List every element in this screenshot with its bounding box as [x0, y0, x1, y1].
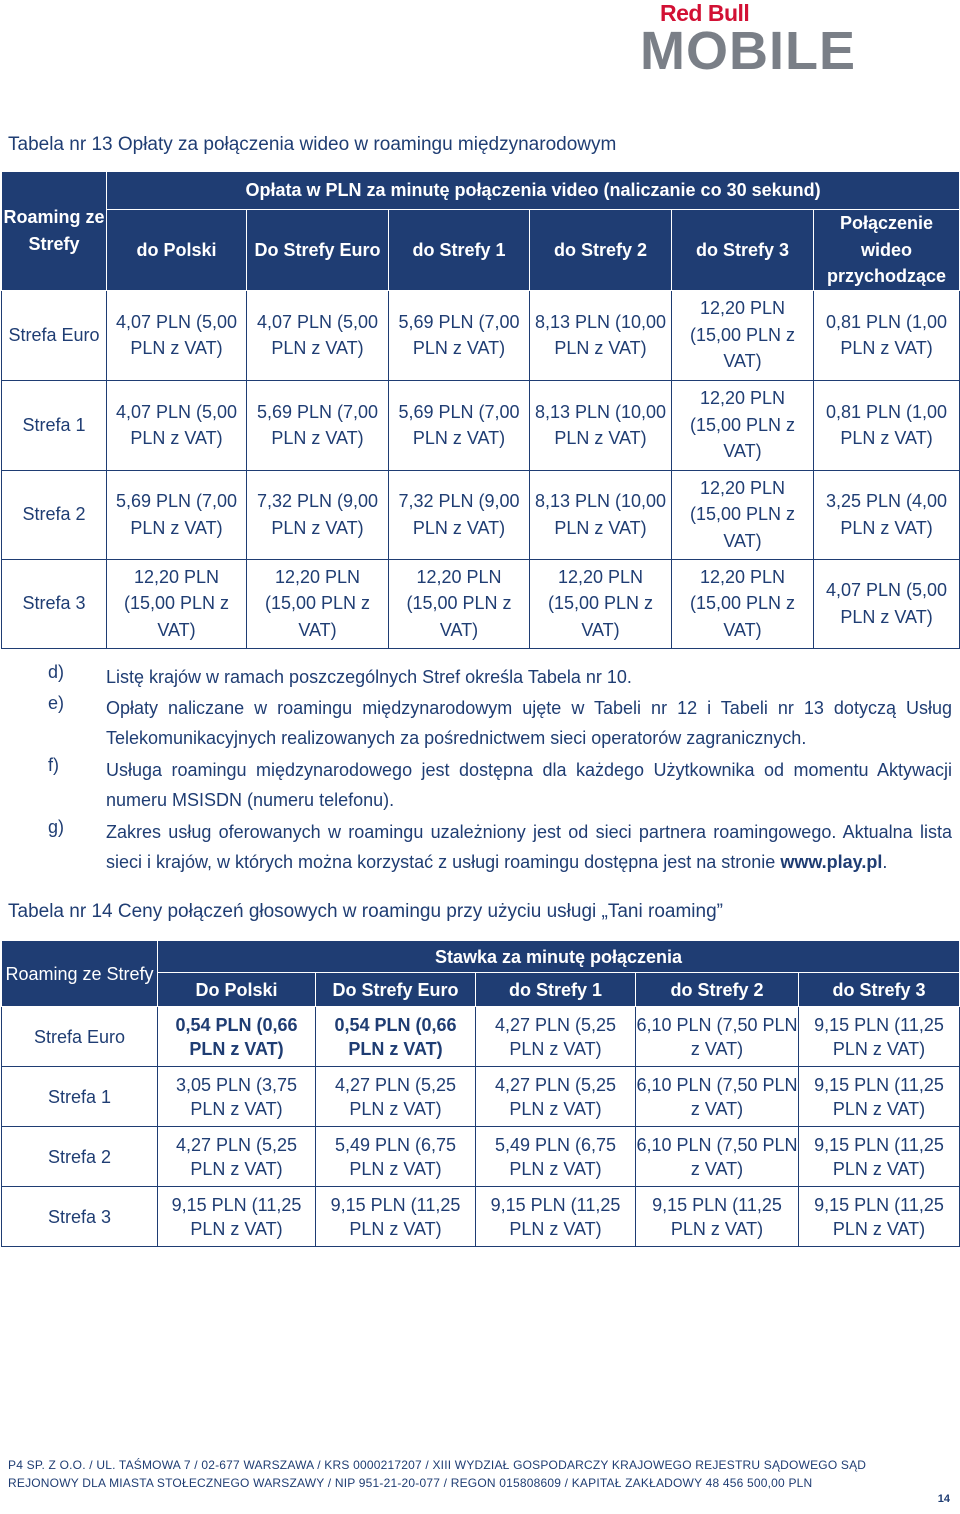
price-cell: 8,13 PLN (10,00 PLN z VAT): [530, 290, 672, 380]
logo-bottom-text: MOBILE: [640, 21, 856, 81]
table14-caption: Tabela nr 14 Ceny połączeń głosowych w roamingu przy użyciu usługi „Tani roaming”: [8, 901, 723, 922]
page-number: 14: [937, 1493, 950, 1505]
note-text: Opłaty naliczane w roamingu międzynarodowym ujęte w Tabeli nr 12 i Tabeli nr 13 dotyczą Usług Telekomunikacyjnych realizowanych za pośrednictwem sieci operatorów zagranicznych.: [106, 698, 952, 748]
table13-col-header: do Strefy 3: [672, 210, 814, 291]
price-cell: 0,81 PLN (1,00 PLN z VAT): [814, 290, 960, 380]
table14-corner-header: Roaming ze Strefy: [2, 941, 158, 1007]
table13-caption: Tabela nr 13 Opłaty za połączenia wideo w roamingu międzynarodowym: [8, 134, 617, 155]
table13-col-header: Do Strefy Euro: [247, 210, 389, 291]
row-label: Strefa 1: [2, 380, 107, 470]
table13-col-header: do Strefy 2: [530, 210, 672, 291]
table14-col-header: do Strefy 3: [799, 973, 960, 1007]
table13-corner-header: Roaming ze Strefy: [2, 172, 107, 291]
row-label: Strefa Euro: [2, 1007, 158, 1067]
price-cell: 9,15 PLN (11,25 PLN z VAT): [476, 1187, 636, 1247]
red-bull-mobile-logo: [640, 0, 900, 86]
price-cell: 4,27 PLN (5,25 PLN z VAT): [158, 1127, 316, 1187]
table14-group-header: Stawka za minutę połączenia: [158, 941, 960, 973]
price-cell: 0,81 PLN (1,00 PLN z VAT): [814, 380, 960, 470]
price-cell: 5,49 PLN (6,75 PLN z VAT): [316, 1127, 476, 1187]
price-cell: 8,13 PLN (10,00 PLN z VAT): [530, 470, 672, 559]
table14-col-header: Do Strefy Euro: [316, 973, 476, 1007]
price-cell: 9,15 PLN (11,25 PLN z VAT): [799, 1127, 960, 1187]
price-cell: 5,69 PLN (7,00 PLN z VAT): [247, 380, 389, 470]
price-cell: 12,20 PLN (15,00 PLN z VAT): [389, 559, 530, 648]
logo-top-text: Red Bull: [660, 0, 750, 26]
voice-roaming-prices-table: [1, 940, 960, 1247]
price-cell: 4,07 PLN (5,00 PLN z VAT): [107, 380, 247, 470]
price-cell: 9,15 PLN (11,25 PLN z VAT): [636, 1187, 799, 1247]
price-cell: 6,10 PLN (7,50 PLN z VAT): [636, 1007, 799, 1067]
price-cell: 7,32 PLN (9,00 PLN z VAT): [389, 470, 530, 559]
note-letter: e): [48, 693, 65, 713]
row-label: Strefa 3: [2, 559, 107, 648]
table13-col-header: Połączenie wideo przychodzące: [814, 210, 960, 291]
price-cell: 12,20 PLN (15,00 PLN z VAT): [247, 559, 389, 648]
note-text: Usługa roamingu międzynarodowego jest dostępna dla każdego Użytkownika od momentu Aktywacji numeru MSISDN (numeru telefonu).: [106, 760, 952, 810]
play-website-link[interactable]: www.play.pl: [780, 852, 883, 872]
price-cell: 12,20 PLN (15,00 PLN z VAT): [107, 559, 247, 648]
price-cell: 12,20 PLN (15,00 PLN z VAT): [530, 559, 672, 648]
note-text: Listę krajów w ramach poszczególnych Stref określa Tabela nr 10.: [106, 667, 632, 687]
table13-group-header: Opłata w PLN za minutę połączenia video (naliczanie co 30 sekund): [107, 172, 960, 210]
table-row: [2, 290, 960, 380]
table14-col-header: do Strefy 2: [636, 973, 799, 1007]
price-cell: 9,15 PLN (11,25 PLN z VAT): [799, 1007, 960, 1067]
row-label: Strefa 1: [2, 1067, 158, 1127]
price-cell: 5,69 PLN (7,00 PLN z VAT): [389, 380, 530, 470]
row-label: Strefa 2: [2, 1127, 158, 1187]
price-cell: 3,25 PLN (4,00 PLN z VAT): [814, 470, 960, 559]
row-label: Strefa 3: [2, 1187, 158, 1247]
note-end: .: [882, 852, 888, 872]
table14-col-header: do Strefy 1: [476, 973, 636, 1007]
note-letter: d): [48, 662, 65, 682]
price-cell: 4,07 PLN (5,00 PLN z VAT): [814, 559, 960, 648]
table13-col-header: do Strefy 1: [389, 210, 530, 291]
note-letter: f): [48, 755, 59, 775]
table-row: [2, 559, 960, 648]
table13-col-header: do Polski: [107, 210, 247, 291]
footer-line: REJONOWY DLA MIASTA STOŁECZNEGO WARSZAWY / NIP 951-21-20-077 / REGON 015808609 / KAPITAŁ ZAKŁADOWY 48 456 500,00 PLN: [8, 1476, 813, 1490]
note-letter: g): [48, 817, 65, 837]
note-text: Zakres usług oferowanych w roamingu uzależniony jest od sieci partnera roamingowego. Aktualna lista sieci i krajów, w których można korzystać z usługi roamingu dostępna jest na stronie: [106, 822, 952, 872]
row-label: Strefa 2: [2, 470, 107, 559]
price-cell: 3,05 PLN (3,75 PLN z VAT): [158, 1067, 316, 1127]
price-cell: 5,49 PLN (6,75 PLN z VAT): [476, 1127, 636, 1187]
table-row: [2, 1007, 960, 1067]
price-cell: 12,20 PLN (15,00 PLN z VAT): [672, 380, 814, 470]
price-cell: 6,10 PLN (7,50 PLN z VAT): [636, 1127, 799, 1187]
row-label: Strefa Euro: [2, 290, 107, 380]
table-row: [2, 1187, 960, 1247]
price-cell: 0,54 PLN (0,66 PLN z VAT): [158, 1007, 316, 1067]
price-cell: 4,07 PLN (5,00 PLN z VAT): [247, 290, 389, 380]
table14-col-header: Do Polski: [158, 973, 316, 1007]
company-footer: [8, 1456, 866, 1492]
table-row: [2, 1127, 960, 1187]
price-cell: 4,27 PLN (5,25 PLN z VAT): [316, 1067, 476, 1127]
price-cell: 12,20 PLN (15,00 PLN z VAT): [672, 470, 814, 559]
price-cell: 9,15 PLN (11,25 PLN z VAT): [799, 1187, 960, 1247]
note-text-with-link: [106, 817, 952, 877]
table-row: [2, 1067, 960, 1127]
price-cell: 12,20 PLN (15,00 PLN z VAT): [672, 559, 814, 648]
price-cell: 9,15 PLN (11,25 PLN z VAT): [158, 1187, 316, 1247]
price-cell: 4,07 PLN (5,00 PLN z VAT): [107, 290, 247, 380]
price-cell: 0,54 PLN (0,66 PLN z VAT): [316, 1007, 476, 1067]
table-row: [2, 470, 960, 559]
price-cell: 4,27 PLN (5,25 PLN z VAT): [476, 1007, 636, 1067]
footer-line: P4 SP. Z O.O. / UL. TAŚMOWA 7 / 02-677 WARSZAWA / KRS 0000217207 / XIII WYDZIAŁ GOSPODARCZY KRAJOWEGO REJESTRU SĄDOWEGO SĄD: [8, 1458, 867, 1472]
price-cell: 9,15 PLN (11,25 PLN z VAT): [799, 1067, 960, 1127]
video-roaming-fees-table: [1, 171, 960, 649]
price-cell: 5,69 PLN (7,00 PLN z VAT): [389, 290, 530, 380]
price-cell: 6,10 PLN (7,50 PLN z VAT): [636, 1067, 799, 1127]
price-cell: 4,27 PLN (5,25 PLN z VAT): [476, 1067, 636, 1127]
price-cell: 8,13 PLN (10,00 PLN z VAT): [530, 380, 672, 470]
price-cell: 12,20 PLN (15,00 PLN z VAT): [672, 290, 814, 380]
price-cell: 7,32 PLN (9,00 PLN z VAT): [247, 470, 389, 559]
table-row: [2, 380, 960, 470]
price-cell: 5,69 PLN (7,00 PLN z VAT): [107, 470, 247, 559]
price-cell: 9,15 PLN (11,25 PLN z VAT): [316, 1187, 476, 1247]
